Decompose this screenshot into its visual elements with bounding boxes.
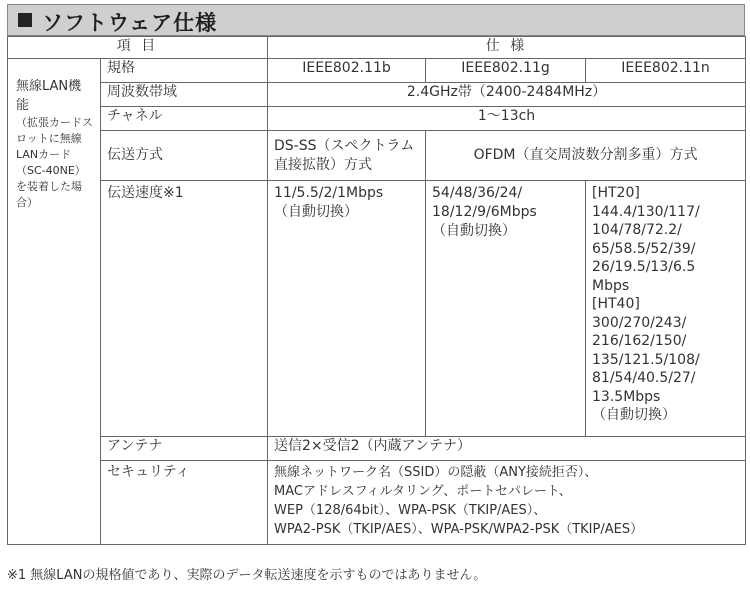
speed-n-line: （自動切換） [592, 407, 677, 423]
security-line: WPA2-PSK（TKIP/AES）、WPA-PSK/WPA2-PSK（TKIP/AES） [274, 522, 644, 537]
speed-n-line: Mbps [592, 277, 630, 294]
speed-n-line: 135/121.5/108/ [592, 351, 700, 368]
speed-n-line: 13.5Mbps [592, 388, 661, 405]
frequency-value: 2.4GHz帯（2400-2484MHz） [268, 83, 746, 107]
row-frequency [8, 83, 746, 107]
label-antenna: アンテナ [101, 437, 268, 461]
row-security [8, 461, 746, 545]
label-speed: 伝送速度※1 [101, 181, 268, 437]
category-main: 無線LAN機能 [16, 79, 82, 113]
channel-value: 1～13ch [268, 107, 746, 131]
speed-n [586, 181, 746, 437]
category-sub: （拡張カードスロットに無線LANカード（SC-40NE）を装着した場合） [16, 116, 93, 209]
standard-g: IEEE802.11g [426, 59, 586, 83]
speed-b-line: 11/5.5/2/1Mbps [274, 185, 384, 201]
footnote: ※1 無線LANの規格値であり、実際のデータ転送速度を示すものではありません。 [7, 568, 487, 583]
label-frequency: 周波数帯域 [101, 83, 268, 107]
transmission-b: DS-SS（スペクトラム直接拡散）方式 [268, 131, 426, 181]
transmission-gn: OFDM（直交周波数分割多重）方式 [426, 131, 746, 181]
speed-n-line: 81/54/40.5/27/ [592, 370, 696, 386]
section-title-bar [7, 4, 745, 36]
row-speed [8, 181, 746, 437]
standard-n: IEEE802.11n [586, 59, 746, 83]
speed-n-line: 216/162/150/ [592, 333, 687, 349]
speed-g-line: 18/12/9/6Mbps [432, 204, 537, 220]
speed-b [268, 181, 426, 437]
antenna-value: 送信2×受信2（内蔵アンテナ） [268, 437, 746, 461]
row-transmission [8, 131, 746, 181]
label-security: セキュリティ [101, 461, 268, 545]
row-standard [8, 59, 746, 83]
speed-n-line: 26/19.5/13/6.5 [592, 259, 696, 275]
speed-g-line: （自動切換） [432, 223, 517, 239]
header-spec: 仕 様 [268, 37, 746, 59]
row-channel [8, 107, 746, 131]
speed-n-line: 144.4/130/117/ [592, 203, 700, 220]
row-antenna [8, 437, 746, 461]
speed-n-line: 300/270/243/ [592, 314, 687, 331]
speed-b-line: （自動切換） [274, 204, 359, 220]
security-line: WEP（128/64bit）、WPA-PSK（TKIP/AES）、 [274, 503, 547, 518]
header-item: 項 目 [8, 37, 268, 59]
security-line: MACアドレスフィルタリング、ポートセパレート、 [274, 484, 572, 499]
table-header-row [8, 37, 746, 59]
category-cell [8, 59, 101, 545]
speed-g [426, 181, 586, 437]
speed-n-line: 104/78/72.2/ [592, 222, 682, 238]
speed-n-line: [HT20] [592, 185, 640, 201]
square-bullet-icon [18, 13, 32, 27]
speed-g-line: 54/48/36/24/ [432, 185, 523, 201]
speed-n-line: 65/58.5/52/39/ [592, 240, 696, 257]
security-line: 無線ネットワーク名（SSID）の隠蔽（ANY接続拒否）、 [274, 465, 598, 480]
standard-b: IEEE802.11b [268, 59, 426, 83]
label-transmission: 伝送方式 [101, 131, 268, 181]
security-value [268, 461, 746, 545]
label-standard: 規格 [101, 59, 268, 83]
section-title: ソフトウェア仕様 [42, 11, 218, 35]
label-channel: チャネル [101, 107, 268, 131]
speed-n-line: [HT40] [592, 296, 640, 312]
spec-table [7, 36, 746, 545]
